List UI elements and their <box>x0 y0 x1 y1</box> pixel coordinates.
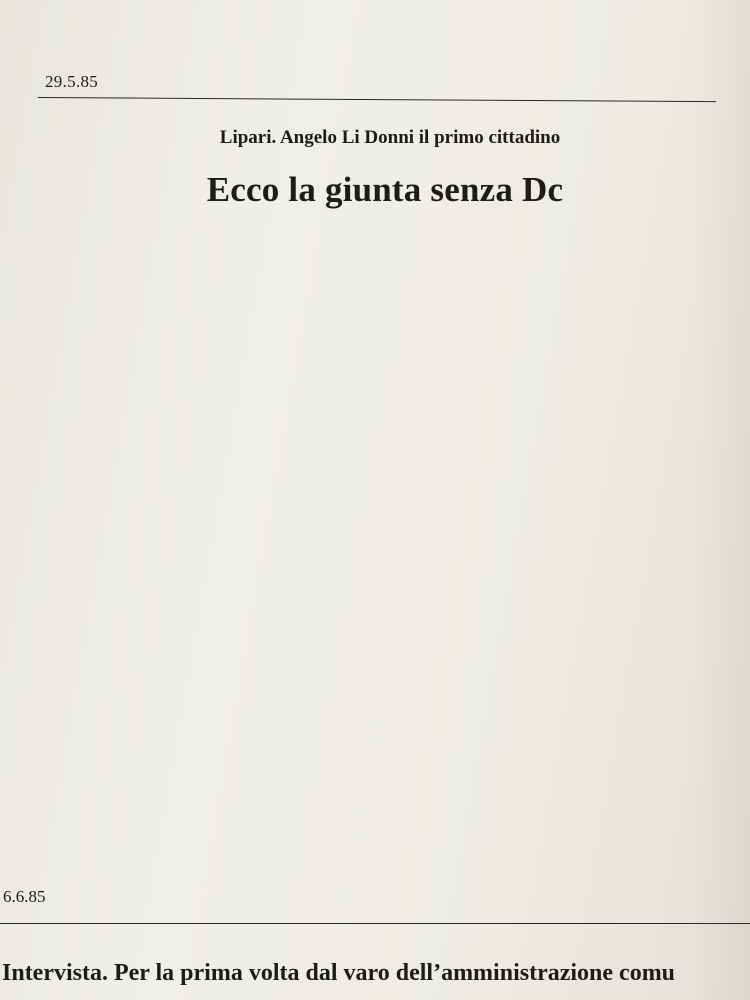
next-article-date: 6.6.85 <box>3 887 46 906</box>
next-article-headline: Intervista. Per la prima volta dal varo dell’amministrazione comu <box>2 960 676 986</box>
page-curve-shadow <box>690 0 750 1000</box>
article-headline: Ecco la giunta senza Dc <box>206 170 564 209</box>
article-kicker: Lipari. Angelo Li Donni il primo cittadino <box>219 127 561 148</box>
article-date: 29.5.85 <box>45 72 99 91</box>
bottom-divider <box>0 923 750 924</box>
top-divider <box>38 97 716 102</box>
